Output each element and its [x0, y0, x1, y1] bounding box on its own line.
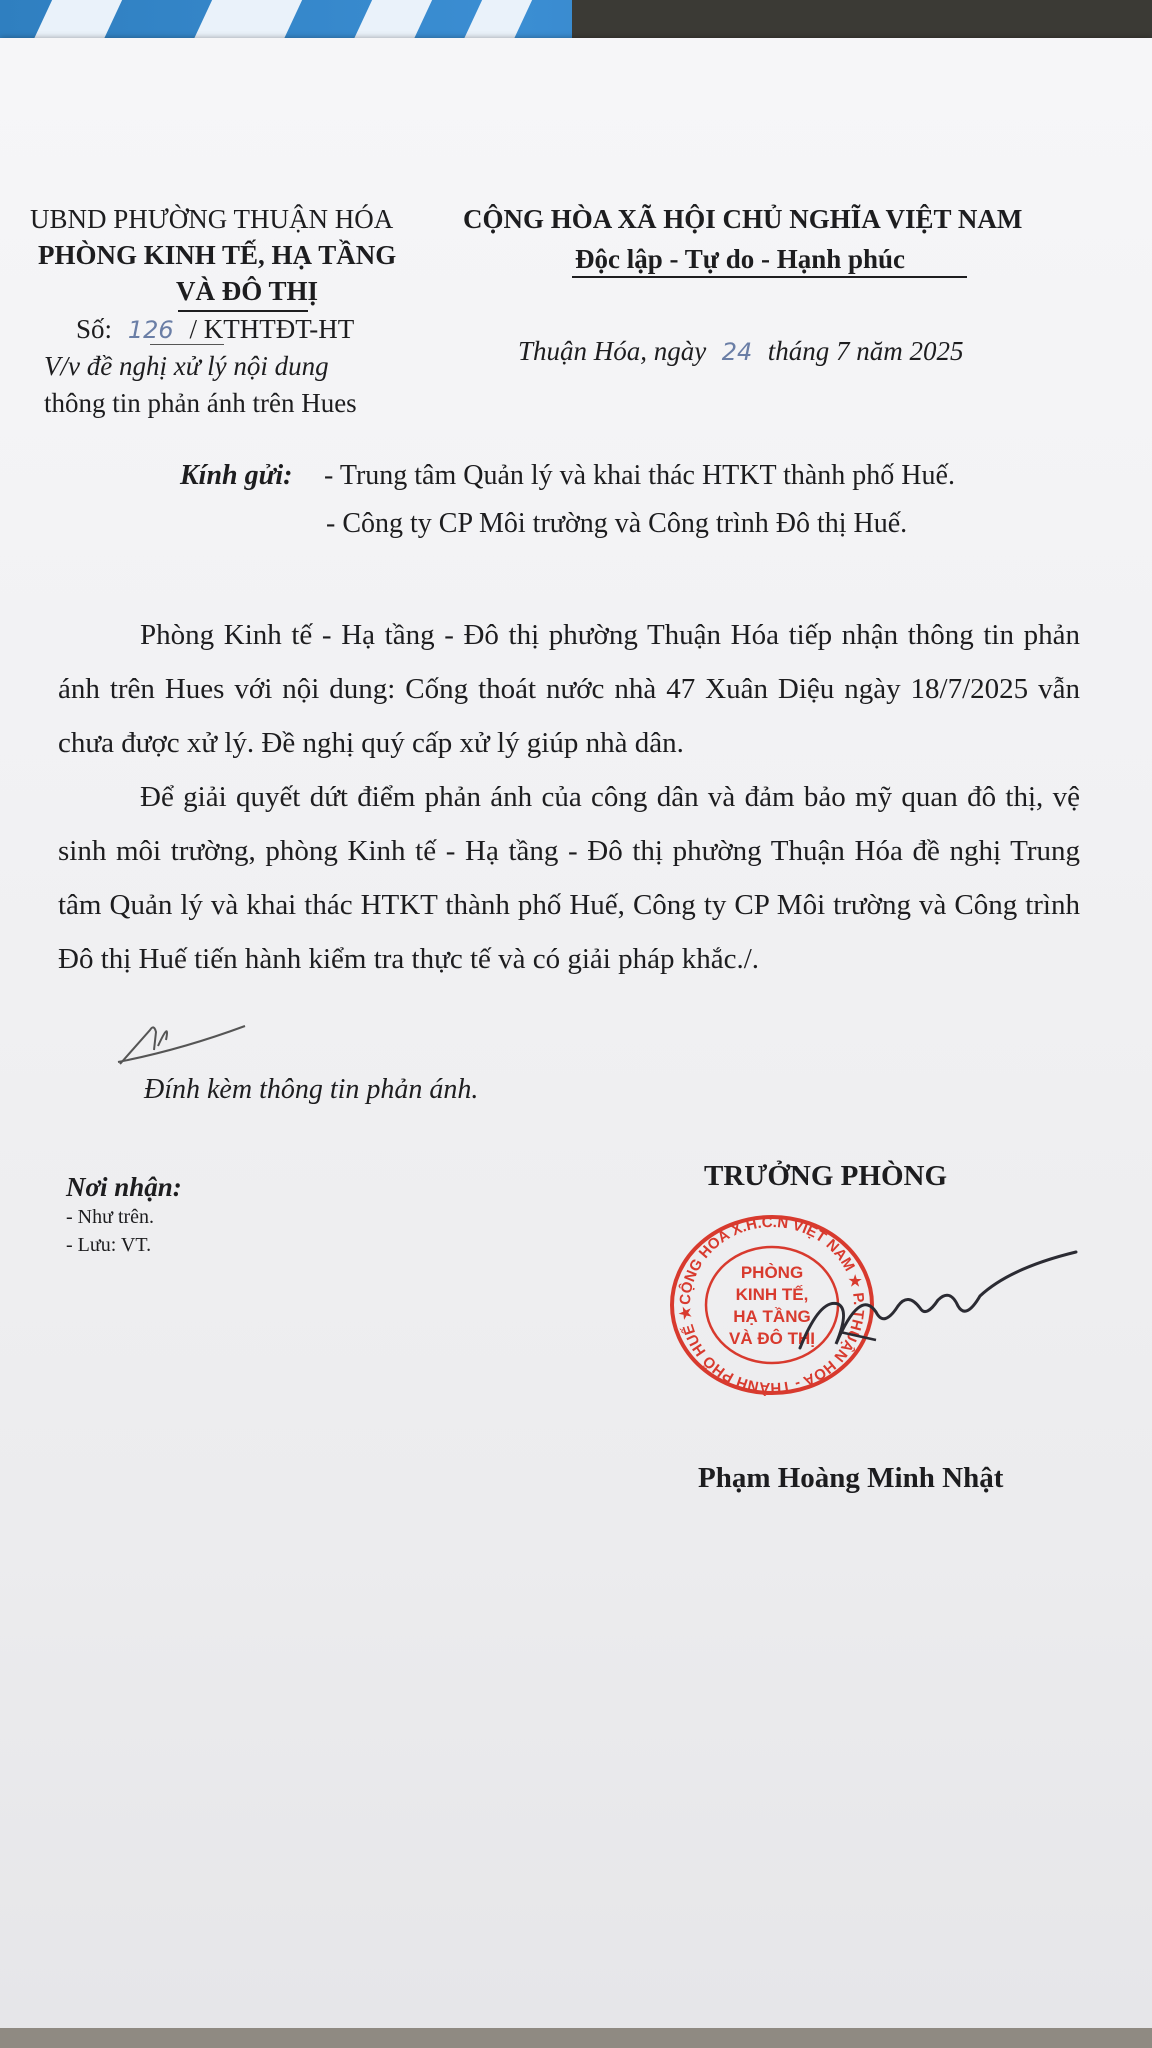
body-paragraph-1: Phòng Kinh tế - Hạ tầng - Đô thị phường Thuận Hóa tiếp nhận thông tin phản ánh trên Hues với nội dung: Cống thoát nước nhà 47 Xuân Diệu ngày 18/7/2025 vẫn chưa được xử lý. Đề nghị quý cấp xử lý giúp nhà dân. — [58, 619, 1080, 759]
stamp-line-1: PHÒNG — [740, 1263, 804, 1282]
number-line — [150, 344, 224, 345]
copies-label: Nơi nhận: — [66, 1172, 182, 1202]
handwritten-day: 24 — [721, 338, 753, 366]
stamp-ring-text: CỘNG HÒA X.H.C.N VIỆT NAM ★ P. THUẬN HÓA - THÀNH PHỐ HUẾ ★ — [676, 1214, 868, 1396]
org-underline — [178, 310, 308, 312]
org-line-1: UBND PHƯỜNG THUẬN HÓA — [30, 204, 394, 234]
recipients-label: Kính gửi: — [180, 460, 293, 491]
stamp-line-2: KINH TẾ, — [735, 1285, 809, 1304]
signer-name: Phạm Hoàng Minh Nhật — [698, 1462, 1004, 1494]
stamp-line-4: VÀ ĐÔ THỊ — [729, 1329, 815, 1348]
signer-title: TRƯỞNG PHÒNG — [704, 1160, 948, 1192]
subject-line-1: V/v đề nghị xử lý nội dung — [44, 351, 329, 381]
initials-mark — [110, 1010, 250, 1070]
date-line: Thuận Hóa, ngày 24 tháng 7 năm 2025 — [518, 336, 964, 366]
org-line-2: PHÒNG KINH TẾ, HẠ TẦNG — [38, 240, 397, 270]
body-paragraph-2: Để giải quyết dứt điểm phản ánh của công dân và đảm bảo mỹ quan đô thị, vệ sinh môi trường, phòng Kinh tế - Hạ tầng - Đô thị phường Thuận Hóa đề nghị Trung tâm Quản lý và khai thác HTKT thành phố Huế, Công ty CP Môi trường và Công trình Đô thị Huế tiến hành kiểm tra thực tế và có giải pháp khắc./. — [58, 781, 1080, 975]
recipient-2: - Công ty CP Môi trường và Công trình Đô thị Huế. — [326, 508, 908, 539]
handwritten-number: 126 — [127, 316, 174, 344]
attachment-note: Đính kèm thông tin phản ánh. — [144, 1074, 479, 1105]
org-line-3: VÀ ĐÔ THỊ — [176, 276, 319, 306]
recipient-1: - Trung tâm Quản lý và khai thác HTKT thành phố Huế. — [324, 460, 955, 491]
stamp-line-3: HẠ TẦNG — [733, 1307, 811, 1326]
nation-title: CỘNG HÒA XÃ HỘI CHỦ NGHĨA VIỆT NAM — [463, 204, 1023, 234]
copy-recipient-2: - Lưu: VT. — [66, 1234, 152, 1256]
signature — [780, 1248, 1080, 1378]
copy-recipient-1: - Như trên. — [66, 1206, 155, 1228]
motto-underline — [572, 276, 967, 278]
document-number: Số: 126 / KTHTĐT-HT — [76, 314, 355, 344]
nation-motto: Độc lập - Tự do - Hạnh phúc — [575, 244, 906, 274]
subject-line-2: thông tin phản ánh trên Hues — [44, 388, 357, 418]
background-bottom — [0, 2028, 1152, 2048]
